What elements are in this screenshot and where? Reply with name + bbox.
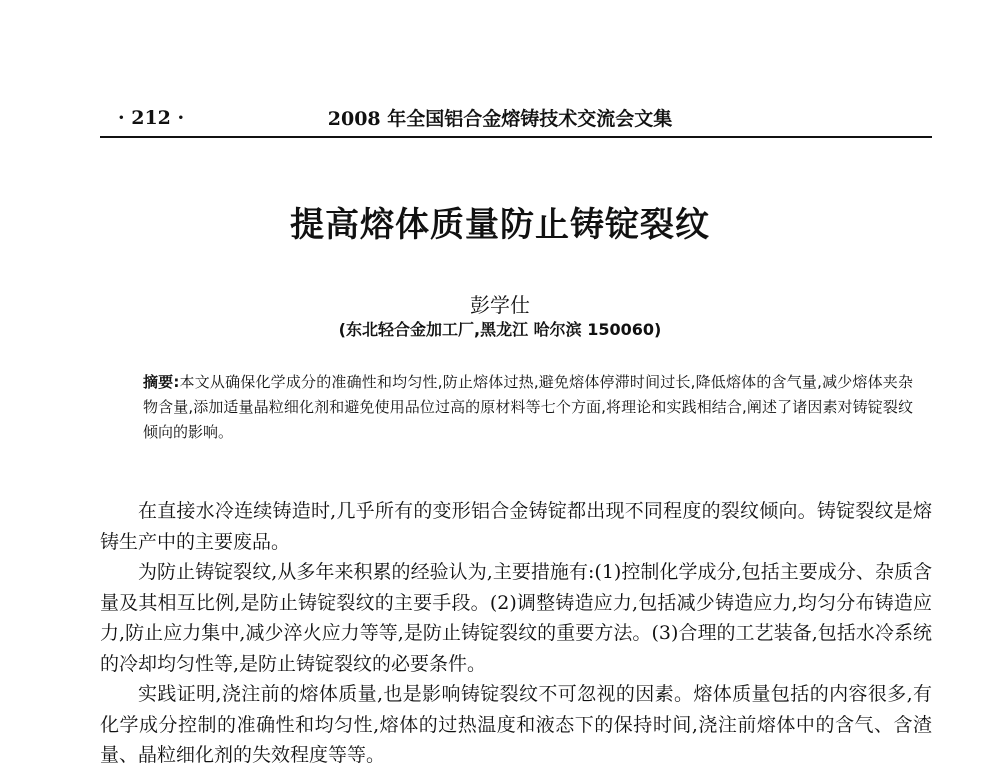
page-number: · 212 · <box>118 107 185 129</box>
author-affiliation: (东北轻合金加工厂,黑龙江 哈尔滨 150060) <box>338 320 662 339</box>
author-name: 彭学仕 <box>470 293 530 317</box>
body-paragraph-3: 实践证明,浇注前的熔体质量,也是影响铸锭裂纹不可忽视的因素。熔体质量包括的内容很多,有化学成分控制的准确性和均匀性,熔体的过热温度和液态下的保持时间,浇注前熔体中的含气、含渣量、晶粒细化剂的失效程度等等。 <box>100 683 932 766</box>
body-paragraph-1: 在直接水冷连续铸造时,几乎所有的变形铝合金铸锭都出现不同程度的裂纹倾向。铸锭裂纹是熔铸生产中的主要废品。 <box>100 500 932 553</box>
header-rule <box>100 136 932 138</box>
abstract <box>143 370 913 445</box>
article-title: 提高熔体质量防止铸锭裂纹 <box>290 205 710 245</box>
abstract-label: 摘要: <box>143 373 180 391</box>
body-paragraph-2: 为防止铸锭裂纹,从多年来积累的经验认为,主要措施有:(1)控制化学成分,包括主要成分、杂质含量及其相互比例,是防止铸锭裂纹的主要手段。(2)调整铸造应力,包括减少铸造应力,均匀分布铸造应力,防止应力集中,减少淬火应力等等,是防止铸锭裂纹的重要方法。(3)合理的工艺装备,包括水冷系统的冷却均匀性等,是防止铸锭裂纹的必要条件。 <box>100 561 932 675</box>
running-header: 2008 年全国铝合金熔铸技术交流会文集 <box>327 108 673 130</box>
abstract-text: 本文从确保化学成分的准确性和均匀性,防止熔体过热,避免熔体停滞时间过长,降低熔体的含气量,减少熔体夹杂物含量,添加适量晶粒细化剂和避免使用品位过高的原材料等七个方面,将理论和实践相结合,阐述了诸因素对铸锭裂纹倾向的影响。 <box>143 373 913 441</box>
body-text <box>100 496 932 771</box>
